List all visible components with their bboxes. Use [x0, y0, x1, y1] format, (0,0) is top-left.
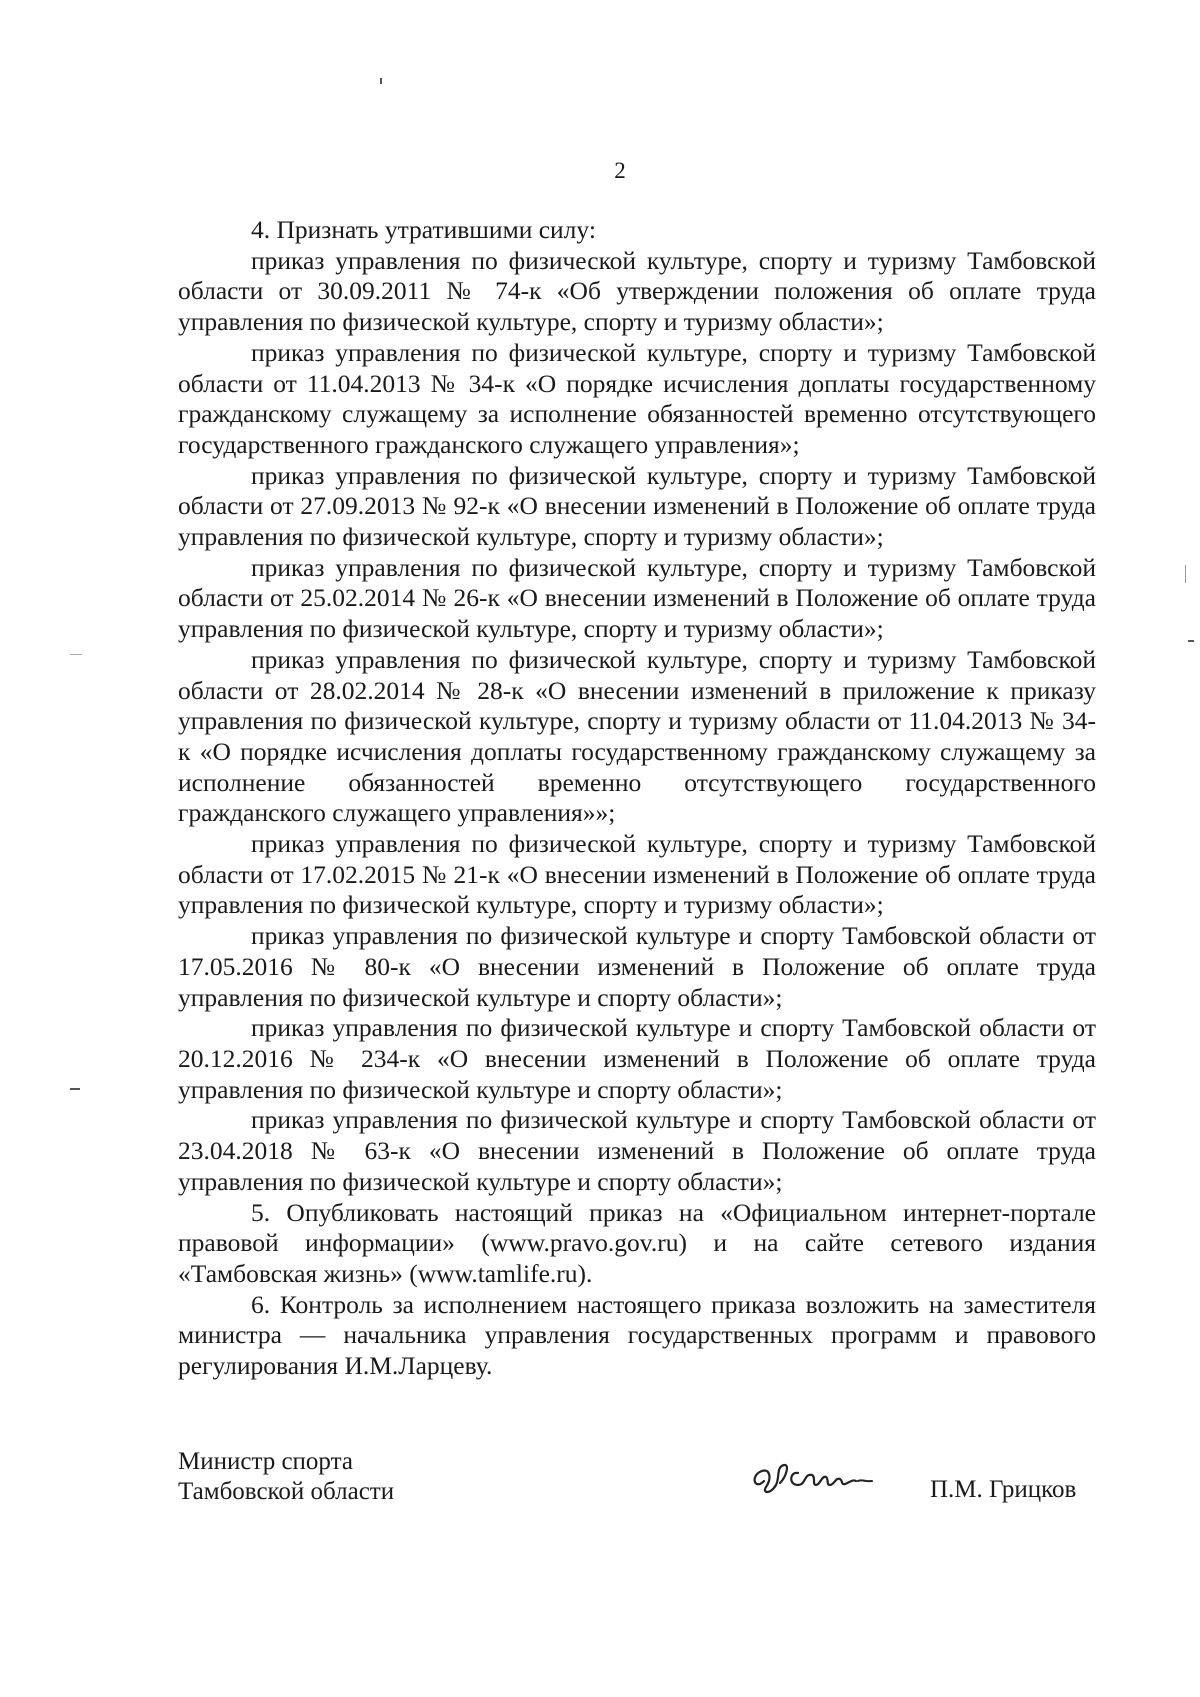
signatory-name: П.М. Грицков [930, 1476, 1077, 1503]
paragraph-item-6: 6. Контроль за исполнением настоящего приказа возложить на заместителя министра — начальника управления государственных программ и правового регулирования И.М.Ларцеву. [178, 1289, 1096, 1381]
scan-speck [1188, 640, 1194, 642]
paragraph-order-8: приказ управления по физической культуре и спорту Тамбовской области от 20.12.2016 № 234-к «О внесении изменений в Положение об оплате труда управления по физической культуре и спорту области»; [178, 1013, 1096, 1104]
signatory-position [178, 1447, 394, 1507]
scan-speck [70, 1088, 80, 1090]
paragraph-order-2: приказ управления по физической культуре, спорту и туризму Тамбовской области от 11.04.2013 № 34-к «О порядке исчисления доплаты государственному гражданскому служащему за исполнение обязанностей временно отсутствующего государственного гражданского служащего управления»; [178, 337, 1096, 459]
paragraph-order-5: приказ управления по физической культуре, спорту и туризму Тамбовской области от 28.02.2014 № 28-к «О внесении изменений в приложение к приказу управления по физической культуре, спорту и туризму области от 11.04.2013 № 34-к «О порядке исчисления доплаты государственному гражданскому служащему за исполнение обязанностей временно отсутствующего государственного гражданского служащего управления»»; [178, 644, 1096, 828]
paragraph-order-6: приказ управления по физической культуре, спорту и туризму Тамбовской области от 17.02.2015 № 21-к «О внесении изменений в Положение об оплате труда управления по физической культуре, спорту и туризму области»; [178, 829, 1096, 920]
signatory-position-line-1: Министр спорта [178, 1448, 353, 1475]
signatory-position-line-2: Тамбовской области [178, 1478, 395, 1505]
scan-speck [380, 78, 382, 84]
page-number: 2 [614, 158, 626, 183]
paragraph-item-5: 5. Опубликовать настоящий приказ на «Официальном интернет-портале правовой информации» (www.pravo.gov.ru) и на сайте сетевого издания «Тамбовская жизнь» (www.tamlife.ru). [178, 1197, 1096, 1288]
paragraph-order-7: приказ управления по физической культуре и спорту Тамбовской области от 17.05.2016 № 80-к «О внесении изменений в Положение об оплате труда управления по физической культуре и спорту области»; [178, 921, 1096, 1012]
paragraph-order-3: приказ управления по физической культуре, спорту и туризму Тамбовской области от 27.09.2013 № 92-к «О внесении изменений в Положение об оплате труда управления по физической культуре, спорту и туризму области»; [178, 460, 1096, 552]
paragraph-order-1: приказ управления по физической культуре, спорту и туризму Тамбовской области от 30.09.2011 № 74-к «Об утверждении положения об оплате труда управления по физической культуре, спорту и туризму области»; [178, 245, 1096, 337]
paragraph-item-4: 4. Признать утратившими силу: [251, 215, 596, 244]
scan-speck [1185, 565, 1186, 583]
paragraph-order-4: приказ управления по физической культуре, спорту и туризму Тамбовской области от 25.02.2014 № 26-к «О внесении изменений в Положение об оплате труда управления по физической культуре, спорту и туризму области»; [178, 552, 1096, 644]
scan-speck [70, 654, 82, 655]
signature-block [178, 1447, 1096, 1517]
document-body [178, 215, 1096, 1382]
paragraph-order-9: приказ управления по физической культуре и спорту Тамбовской области от 23.04.2018 № 63-к «О внесении изменений в Положение об оплате труда управления по физической культуре и спорту области»; [178, 1105, 1096, 1196]
handwritten-signature-icon [746, 1451, 916, 1501]
